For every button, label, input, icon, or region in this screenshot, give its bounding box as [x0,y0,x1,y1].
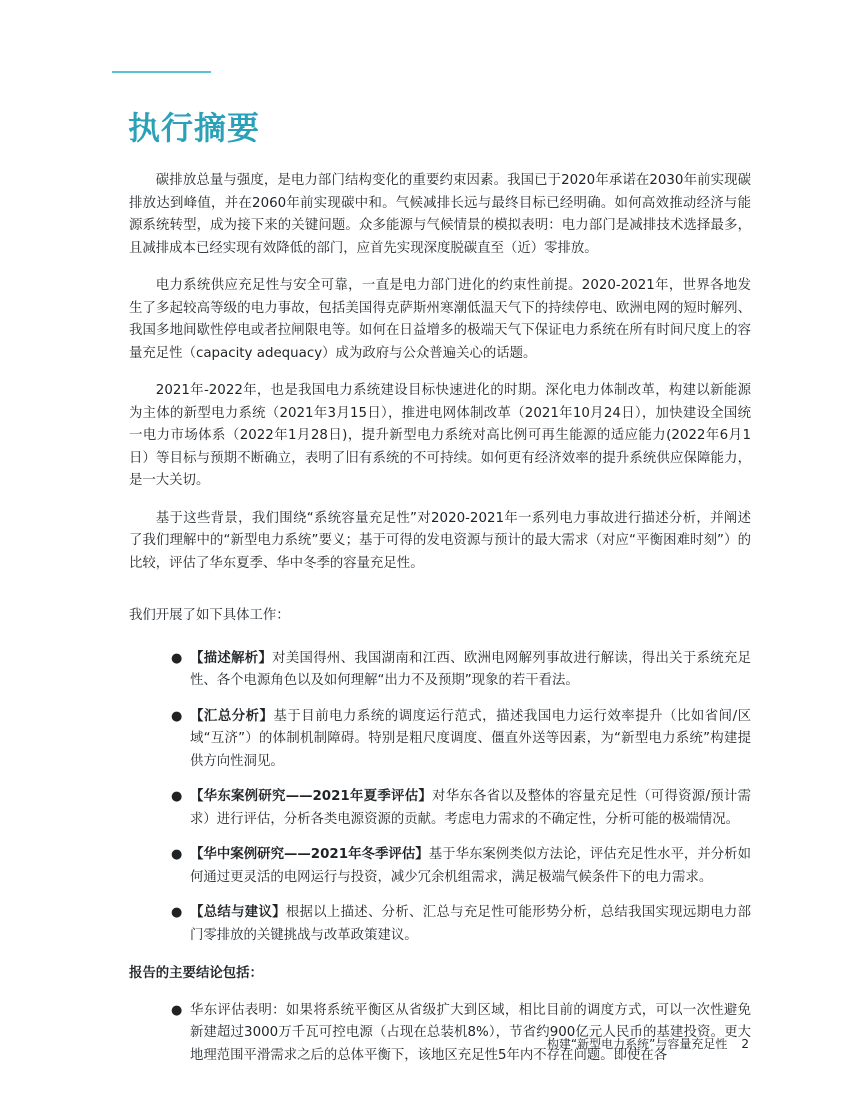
work-item-label: 【华中案例研究——2021年冬季评估】 [190,847,429,862]
work-item-text: 基于目前电力系统的调度运行范式，描述我国电力运行效率提升（比如省间/区域“互济”）的体制机制障碍。特别是粗尺度调度、僵直外送等因素，为“新型电力系统”构建提供方向性洞见。 [190,708,752,769]
conclusion-text: 华东评估表明：如果将系统平衡区从省级扩大到区域，相比目前的调度方式，可以一次性避免新建超过3000万千瓦可控电源（占现在总装机8%），节省约900亿元人民币的基建投资。更大地理范围平滑需求之后的总体平衡下，该地区充足性5年内不存在问题。即使在各 [190,1002,751,1063]
page-title: 执行摘要 [128,109,261,147]
bullet-icon: ● [171,650,183,666]
paragraph-policy: 2021年-2022年，也是我国电力系统建设目标快速进化的时期。深化电力体制改革，构建以新能源为主体的新型电力系统（2021年3月15日），推进电网体制改革（2021年10月24日），加快建设全国统一电力市场体系（2022年1月28日)，提升新型电力系统对高比例可再生能源的适应能力(2022年6月1日）等目标与预期不断确立，表明了旧有系统的不可持续。如何更有经济效率的提升系统供应保障能力，是一大关切。 [129,383,751,488]
work-item [129,902,751,947]
work-list [129,648,751,948]
conclusion-item [129,1000,751,1068]
conclusions-list [129,1000,751,1068]
work-item [129,706,751,774]
bullet-icon: ● [171,905,183,920]
work-item-text: 根据以上描述、分析、汇总与充足性可能形势分析，总结我国实现远期电力部门零排放的关键挑战与改革政策建议。 [190,905,752,943]
work-item-text: 对美国得州、我国湖南和江西、欧洲电网解列事故进行解读，得出关于系统充足性、各个电源角色以及如何理解“出力不及预期”现象的若干看法。 [190,650,752,688]
work-item-label: 【描述解析】 [190,650,273,666]
bullet-icon: ● [171,708,183,724]
work-item-text: 基于华东案例类似方法论，评估充足性水平，并分析如何通过更灵活的电网运行与投资，减少冗余机组需求，满足极端气候条件下的电力需求。 [190,847,751,885]
bullet-icon: ● [171,847,183,862]
work-item-label: 【总结与建议】 [190,905,286,920]
page-footer [547,1035,749,1052]
bullet-icon: ● [171,789,183,804]
work-item-text: 对华东各省以及整体的容量充足性（可得资源/预计需求）进行评估，分析各类电源资源的贡献。考虑电力需求的不确定性，分析可能的极端情况。 [190,789,751,827]
bullet-icon: ● [171,1002,183,1018]
work-item-label: 【华东案例研究——2021年夏季评估】 [190,789,433,804]
work-item-label: 【汇总分析】 [190,708,274,724]
header-accent-rule [112,71,211,73]
paragraph-adequacy: 电力系统供应充足性与安全可靠，一直是电力部门进化的约束性前提。2020-2021年，世界各地发生了多起较高等级的电力事故，包括美国得克萨斯州寒潮低温天气下的持续停电、欧洲电网的短时解列、我国多地间歇性停电或者拉闸限电等。如何在日益增多的极端天气下保证电力系统在所有时间尺度上的容量充足性（capacity adequacy）成为政府与公众普遍关心的话题。 [129,278,751,361]
work-item [129,786,751,831]
conclusions-lead: 报告的主要结论包括： [129,966,263,981]
footer-title: 构建“新型电力系统”与容量充足性 [546,1037,728,1051]
work-item [129,648,751,693]
paragraph-background: 基于这些背景，我们围绕“系统容量充足性”对2020-2021年一系列电力事故进行描述分析，并阐述了我们理解中的“新型电力系统”要义；基于可得的发电资源与预计的最大需求（对应“平衡困难时刻”）的比较，评估了华东夏季、华中冬季的容量充足性。 [129,510,751,571]
paragraph-carbon: 碳排放总量与强度，是电力部门结构变化的重要约束因素。我国已于2020年承诺在2030年前实现碳排放达到峰值，并在2060年前实现碳中和。气候减排长远与最终目标已经明确。如何高效推动经济与能源系统转型，成为接下来的关键问题。众多能源与气候情景的模拟表明：电力部门是减排技术选择最多，且减排成本已经实现有效降低的部门，应首先实现深度脱碳直至（近）零排放。 [129,173,751,256]
document-body [129,170,751,1080]
work-item [129,844,751,889]
work-lead: 我们开展了如下具体工作： [129,608,290,623]
page-number: 2 [741,1037,749,1051]
